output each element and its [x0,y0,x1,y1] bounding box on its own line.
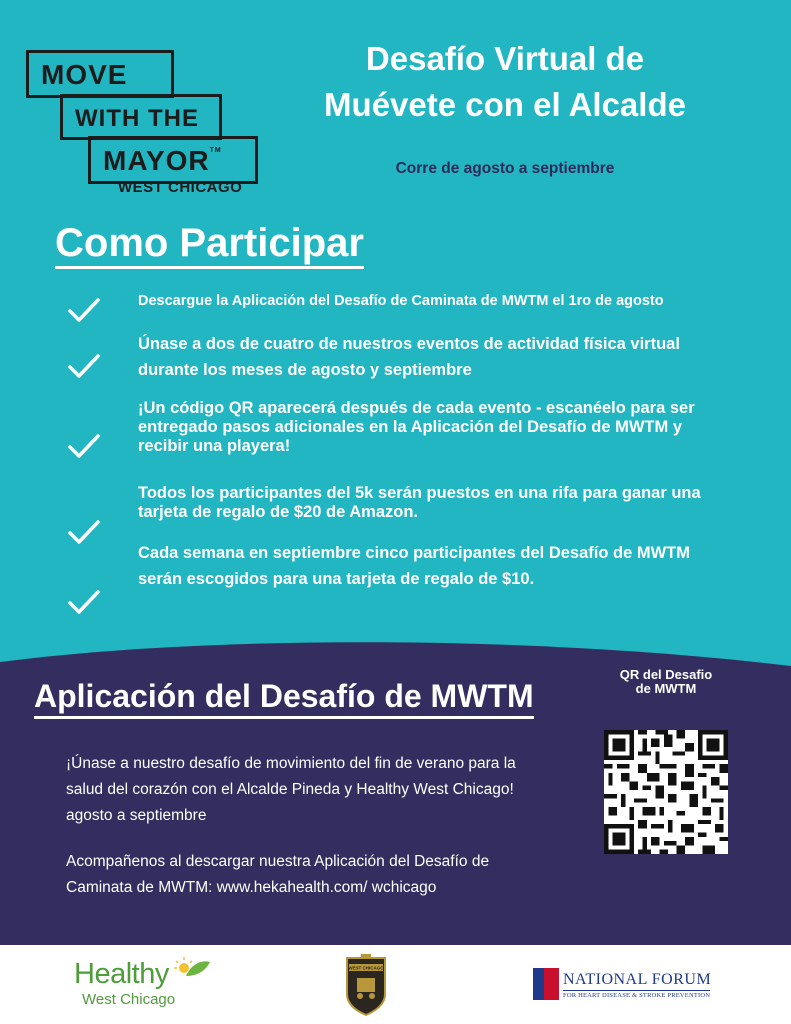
flag-icon [533,968,559,1000]
logo-line-mayor [88,136,258,184]
step-item: Únase a dos de cuatro de nuestros eventos de actividad física virtual durante los meses de agosto y septiembre [138,335,680,379]
logo-line-with-the: WITH THE [60,94,222,140]
logo-west-chicago: WEST CHICAGO [118,179,243,196]
check-icon [67,588,101,616]
qr-code[interactable] [604,730,728,854]
step-item: Cada semana en septiembre cinco participantes del Desafío de MWTM serán escogidos para una tarjeta de regalo de $10. [138,544,690,588]
step-item: Descargue la Aplicación del Desafío de Caminata de MWTM el 1ro de agosto [138,293,664,309]
healthy-logo-text: Healthy [74,958,169,990]
app-download-instructions: Acompañenos al descargar nuestra Aplicación del Desafío de Caminata de MWTM: www.hekahealth.com/ wchicago [66,853,490,896]
step-item: Todos los participantes del 5k serán puestos en una rifa para ganar una tarjeta de regalo de $20 de Amazon. [138,484,701,521]
healthy-logo-subtext: West Chicago [82,991,176,1008]
west-chicago-badge-logo [343,952,389,1016]
national-forum-title: NATIONAL FORUM [563,971,712,988]
national-forum-subtitle: FOR HEART DISEASE & STROKE PREVENTION [563,992,711,999]
check-icon [67,432,101,460]
title-line-1: Desafío Virtual de [365,40,645,77]
logo-line-move: MOVE [26,50,174,98]
how-to-participate-heading: Como Participar [55,220,364,269]
check-icon [67,352,101,380]
check-icon [67,518,101,546]
title-line-2: Muévete con el Alcalde [324,86,686,123]
badge-text: WEST CHICAGO [348,965,384,971]
sun-leaf-icon [172,954,212,984]
move-with-the-mayor-logo [26,44,246,204]
check-icon [67,296,101,324]
page-subtitle: Corre de agosto a septiembre [395,160,615,177]
app-section-heading: Aplicación del Desafío de MWTM [34,676,534,719]
app-description: ¡Únase a nuestro desafío de movimiento del fin de verano para la salud del corazón con el Alcalde Pineda y Healthy West Chicago! agosto a septiembre [66,755,516,824]
step-item: ¡Un código QR aparecerá después de cada evento - escanéelo para ser entregado pasos adicionales en la Aplicación del Desafío de MWTM y recibir una playera! [138,399,695,455]
logo-trademark: TM [209,147,222,154]
national-forum-logo [533,968,733,1000]
logo-mayor-text: MAYOR [103,145,210,176]
page-title [270,36,740,128]
qr-label: QR del Desafio de MWTM [619,667,713,696]
healthy-west-chicago-logo [74,958,214,1014]
